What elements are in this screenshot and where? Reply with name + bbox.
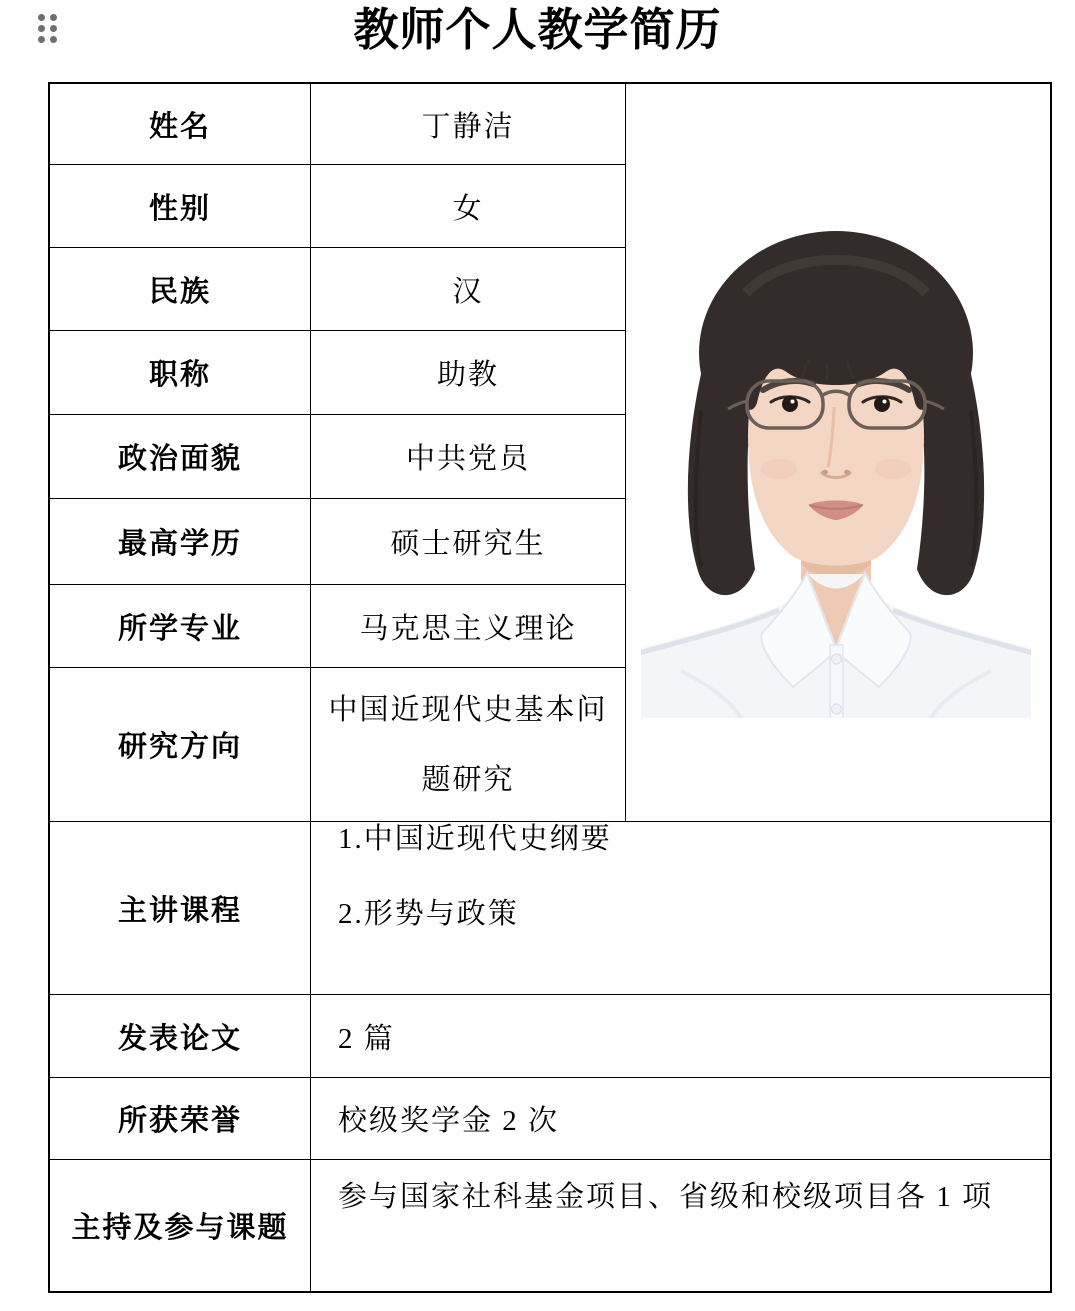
photo-cell [626, 84, 1050, 822]
label-projects: 主持及参与课题 [50, 1160, 311, 1291]
label-major: 所学专业 [50, 585, 311, 668]
label-ethnicity: 民族 [50, 248, 311, 331]
value-ethnicity: 汉 [311, 248, 626, 331]
value-political-status: 中共党员 [311, 415, 626, 499]
value-papers: 2 篇 [311, 995, 1050, 1078]
page-title: 教师个人教学简历 [353, 4, 722, 55]
label-job-title: 职称 [50, 331, 311, 415]
value-name: 丁静洁 [311, 84, 626, 165]
value-research-direction: 中国近现代史基本问题研究 [311, 668, 626, 822]
value-major: 马克思主义理论 [311, 585, 626, 668]
label-courses: 主讲课程 [50, 822, 311, 995]
label-papers: 发表论文 [50, 995, 311, 1078]
value-education: 硕士研究生 [311, 499, 626, 585]
value-projects: 参与国家社科基金项目、省级和校级项目各 1 项 [338, 1181, 994, 1213]
label-research-direction: 研究方向 [50, 668, 311, 822]
id-photo[interactable] [641, 231, 1031, 718]
label-name: 姓名 [50, 84, 311, 165]
course-line: 2.形势与政策 [338, 898, 519, 930]
label-gender: 性别 [50, 165, 311, 248]
value-honors: 校级奖学金 2 次 [311, 1078, 1050, 1160]
value-gender: 女 [311, 165, 626, 248]
value-courses [311, 822, 1050, 995]
course-line: 1.中国近现代史纲要 [338, 823, 612, 855]
value-job-title: 助教 [311, 331, 626, 415]
label-political-status: 政治面貌 [50, 415, 311, 499]
profile-table [48, 82, 1052, 1293]
label-education: 最高学历 [50, 499, 311, 585]
label-honors: 所获荣誉 [50, 1078, 311, 1160]
